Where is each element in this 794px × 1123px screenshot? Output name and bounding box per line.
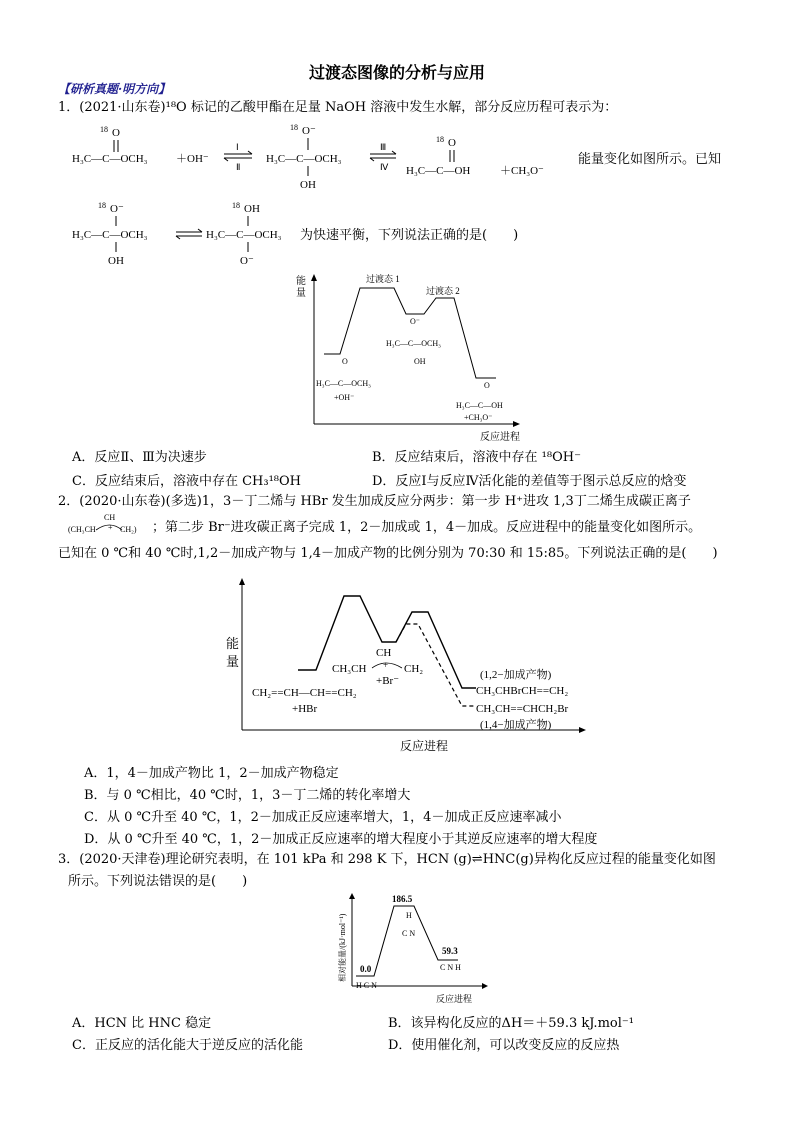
svg-text:+: + — [108, 523, 113, 532]
q2-p14-label: (1,4−加成产物) — [480, 719, 552, 731]
q2-p12-formula: CH₃CHBrCH==CH₂ — [476, 685, 569, 697]
q3-y-label: 相对能量/(kJ·mol⁻¹) — [338, 913, 347, 982]
svg-text:18: 18 — [290, 123, 298, 132]
q3-option-b[interactable]: B．该异构化反应的ΔH＝＋59.3 kJ.mol⁻¹ — [388, 1016, 634, 1031]
q1-eq-tail: 能量变化如图所示。已知 — [578, 152, 722, 167]
q2-option-a[interactable]: A．1，4－加成产物比 1，2－加成产物稳定 — [84, 766, 339, 781]
svg-text:OH: OH — [108, 255, 124, 267]
q1-y-label-1: 能 — [296, 276, 306, 287]
svg-text:H₃C—C—OH: H₃C—C—OH — [406, 165, 471, 177]
q1-option-c[interactable]: C．反应结束后，溶液中存在 CH₃¹⁸OH — [72, 474, 301, 489]
svg-text:(CH₃CH: (CH₃CH — [68, 525, 96, 534]
q1-y-label-2: 量 — [296, 288, 306, 299]
q3-x-label: 反应进程 — [436, 994, 473, 1004]
svg-text:H₃C—C—OCH₃: H₃C—C—OCH₃ — [316, 379, 371, 388]
q1-arrow1-bottom: Ⅱ — [236, 162, 241, 172]
q2-intermediate-1: CH₃CH — [332, 663, 367, 675]
svg-text:O: O — [342, 357, 348, 366]
svg-text:H₃C—C—OCH₃: H₃C—C—OCH₃ — [206, 229, 282, 241]
svg-text:CH: CH — [104, 513, 116, 522]
q3-hnc: C N H — [440, 963, 461, 972]
q2-reactant-2: +HBr — [292, 703, 318, 715]
q1-plus-oh: ＋OH⁻ — [176, 153, 209, 165]
page-title: 过渡态图像的分析与应用 — [308, 63, 485, 82]
svg-text:18: 18 — [98, 201, 106, 210]
q3-v-ts: 186.5 — [392, 894, 413, 904]
svg-text:18: 18 — [100, 125, 108, 134]
q3-hcn: H C N — [356, 981, 377, 990]
q3-line1: 3．(2020·天津卷)理论研究表明，在 101 kPa 和 298 K 下，HCN (g)⇌HNC(g)异构化反应过程的能量变化如图 — [58, 852, 716, 867]
q2-line3: 已知在 0 ℃和 40 ℃时,1,2－加成产物与 1,4－加成产物的比例分别为 70:30 和 15:85。下列说法正确的是( ) — [58, 546, 718, 561]
svg-text:O: O — [112, 127, 120, 139]
q3-ts-cn: C N — [402, 929, 416, 938]
svg-text:H₃C—C—OH: H₃C—C—OH — [456, 401, 503, 410]
q1-reactant-sub: +OH⁻ — [334, 393, 355, 402]
q1-product-sub: +CH₃O⁻ — [464, 413, 493, 422]
q1-option-d[interactable]: D．反应Ⅰ与反应Ⅳ活化能的差值等于图示总反应的焓变 — [372, 474, 687, 489]
q3-option-a[interactable]: A．HCN 比 HNC 稳定 — [72, 1016, 212, 1031]
svg-text:CH₂): CH₂) — [120, 525, 137, 534]
svg-text:H₃C—C—OCH₃: H₃C—C—OCH₃ — [386, 339, 441, 348]
q2-carbocation-inline — [66, 512, 154, 540]
q2-line1: 2．(2020·山东卷)(多选)1，3－丁二烯与 HBr 发生加成反应分两步：第一步 H⁺进攻 1,3丁二烯生成碳正离子 — [58, 494, 691, 509]
q1-energy-curve — [324, 288, 496, 378]
q2-x-label: 反应进程 — [400, 739, 449, 753]
q2-p12-label: (1,2−加成产物) — [480, 669, 552, 681]
svg-text:O⁻: O⁻ — [240, 255, 254, 267]
q2-energy-diagram — [226, 574, 592, 756]
svg-text:OH: OH — [244, 203, 260, 215]
svg-text:H₃C—C—OCH₃: H₃C—C—OCH₃ — [72, 153, 148, 165]
q3-option-c[interactable]: C．正反应的活化能大于逆反应的活化能 — [72, 1038, 303, 1053]
q1-arrow2-top: Ⅲ — [380, 142, 387, 152]
q1-arrow2-bottom: Ⅳ — [380, 162, 389, 172]
q2-p14-formula: CH₃CH==CHCH₂Br — [476, 703, 569, 715]
q3-v0: 0.0 — [360, 964, 372, 974]
q1-option-b[interactable]: B．反应结束后，溶液中存在 ¹⁸OH⁻ — [372, 450, 581, 465]
q2-intermediate-br: +Br⁻ — [376, 675, 400, 687]
q3-ts: H — [406, 911, 412, 920]
q3-v-p: 59.3 — [442, 946, 458, 956]
q1-arrow1-top: Ⅰ — [236, 142, 239, 152]
q1-option-a[interactable]: A．反应Ⅱ、Ⅲ为决速步 — [72, 450, 207, 465]
svg-text:18: 18 — [232, 201, 240, 210]
q1-plus-ch3o: ＋CH₃O⁻ — [500, 165, 544, 177]
q1-fast-equilibrium — [68, 196, 308, 268]
q1-ts1-label: 过渡态 1 — [366, 274, 400, 284]
svg-text:O: O — [448, 137, 456, 149]
svg-text:O⁻: O⁻ — [410, 317, 420, 326]
svg-text:O⁻: O⁻ — [302, 125, 316, 137]
q1-ts2-label: 过渡态 2 — [426, 286, 460, 296]
q2-intermediate-ch: CH — [376, 647, 392, 659]
q1-x-label: 反应进程 — [480, 432, 520, 443]
svg-text:O⁻: O⁻ — [110, 203, 124, 215]
q2-y-label-1: 能 — [226, 636, 240, 651]
q3-energy-diagram — [334, 890, 494, 1008]
q3-line2: 所示。下列说法错误的是( ) — [68, 874, 248, 889]
q1-intro: 1．(2021·山东卷)¹⁸O 标记的乙酸甲酯在足量 NaOH 溶液中发生水解，部分反应历程可表示为： — [58, 100, 618, 115]
svg-text:OH: OH — [300, 179, 316, 191]
svg-text:18: 18 — [436, 135, 444, 144]
q2-option-b[interactable]: B．与 0 ℃相比，40 ℃时，1，3－丁二烯的转化率增大 — [84, 788, 411, 803]
svg-text:O: O — [484, 381, 490, 390]
q2-intermediate-2: CH₂ — [404, 663, 424, 675]
q3-option-d[interactable]: D．使用催化剂，可以改变反应的反应热 — [388, 1038, 620, 1053]
svg-text:H₃C—C—OCH₃: H₃C—C—OCH₃ — [72, 229, 148, 241]
q1-energy-diagram — [290, 268, 530, 444]
svg-text:H₃C—C—OCH₃: H₃C—C—OCH₃ — [266, 153, 342, 165]
section-label: 【研析真题·明方向】 — [58, 82, 171, 96]
q1-eq2-tail: 为快速平衡，下列说法正确的是( ) — [300, 228, 519, 243]
svg-text:+: + — [383, 660, 389, 670]
q2-option-d[interactable]: D．从 0 ℃升至 40 ℃，1，2－加成正反应速率的增大程度小于其逆反应速率的增大程度 — [84, 832, 598, 847]
svg-text:OH: OH — [414, 357, 426, 366]
q2-line2: ；第二步 Br⁻进攻碳正离子完成 1，2－加成或 1，4－加成。反应进程中的能量变化如图所示。 — [152, 520, 702, 535]
q2-y-label-2: 量 — [226, 654, 240, 669]
q1-reaction-scheme — [68, 120, 588, 192]
q2-option-c[interactable]: C．从 0 ℃升至 40 ℃，1，2－加成正反应速率增大，1，4－加成正反应速率减小 — [84, 810, 562, 825]
q2-reactant-1: CH₂==CH—CH==CH₂ — [252, 687, 357, 699]
